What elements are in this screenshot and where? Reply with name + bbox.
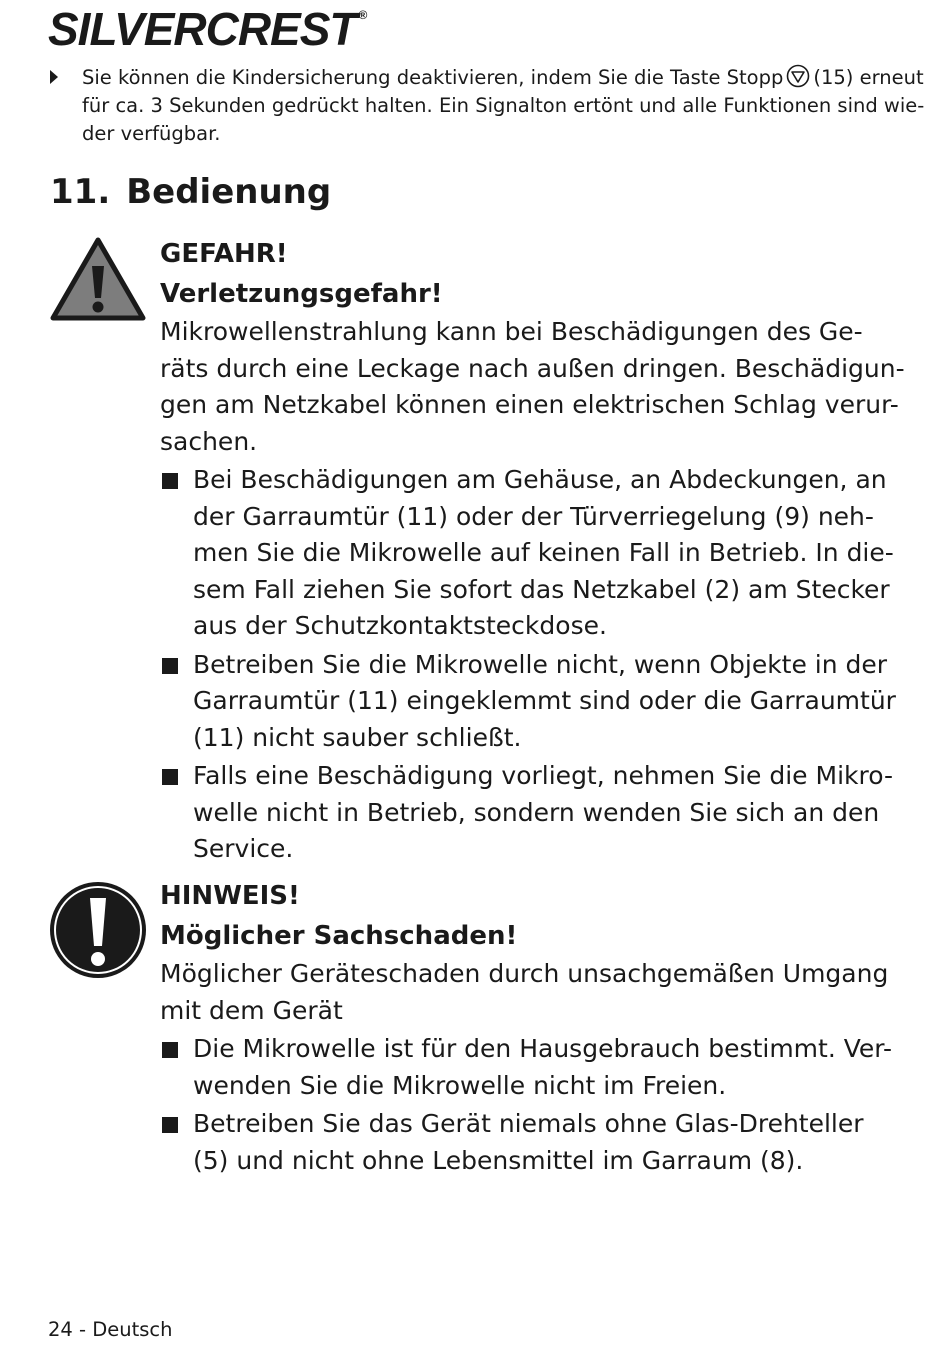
notice-subtitle: Möglicher Sachschaden! (160, 921, 518, 951)
stop-button-icon (786, 64, 810, 88)
danger-text: Mikrowellenstrahlung kann bei Beschädigungen des Ge- räts durch eine Leckage nach außen dringen. Beschädigun- gen am Netzkabel können einen elektrischen Schlag verur- sachen. (160, 317, 905, 456)
triangle-right-icon (50, 70, 58, 84)
danger-block (160, 234, 905, 868)
square-bullet-icon (162, 769, 178, 785)
danger-subtitle: Verletzungsgefahr! (160, 279, 443, 309)
intro-paragraph (82, 64, 925, 148)
brand-logo (48, 2, 366, 56)
notice-block (160, 876, 892, 1179)
brand-name: SILVERCREST (48, 3, 357, 55)
registered-mark: ® (358, 8, 367, 22)
page-footer: 24 - Deutsch (48, 1318, 173, 1341)
square-bullet-icon (162, 473, 178, 489)
intro-line: für ca. 3 Sekunden gedrückt halten. Ein Signalton ertönt und alle Funktionen sind wie- (82, 94, 925, 117)
danger-label: GEFAHR! (160, 239, 288, 269)
list-item: Bei Beschädigungen am Gehäuse, an Abdeckungen, an der Garraumtür (11) oder der Türverriegelung (9) neh- men Sie die Mikrowelle auf keinen Fall in Betrieb. In die- sem Fall ziehen Sie sofort das Netzkabel (2) am Stecker aus der Schutzkontaktsteckdose. (160, 462, 880, 645)
list-item: Betreiben Sie das Gerät niemals ohne Glas-Drehteller (5) und nicht ohne Lebensmittel im Garraum (8). (160, 1106, 880, 1179)
warning-triangle-icon (49, 236, 147, 322)
intro-line: der verfügbar. (82, 122, 221, 145)
button-ref: (15) erneut (813, 66, 924, 89)
intro-line: Sie können die Kindersicherung deaktivieren, indem Sie die Taste Stopp (15) erneut (82, 66, 924, 89)
list-item: Betreiben Sie die Mikrowelle nicht, wenn Objekte in der Garraumtür (11) eingeklemmt sind oder die Garraumtür (11) nicht sauber schließt. (160, 647, 880, 757)
square-bullet-icon (162, 1042, 178, 1058)
square-bullet-icon (162, 658, 178, 674)
list-item: Falls eine Beschädigung vorliegt, nehmen Sie die Mikro- welle nicht in Betrieb, sondern wenden Sie sich an den Service. (160, 758, 880, 868)
section-title: Bedienung (126, 172, 332, 212)
list-item: Die Mikrowelle ist für den Hausgebrauch bestimmt. Ver- wenden Sie die Mikrowelle nicht im Freien. (160, 1031, 880, 1104)
section-heading (50, 172, 331, 212)
exclamation-circle-icon (48, 880, 148, 980)
notice-text: Möglicher Geräteschaden durch unsachgemäßen Umgang mit dem Gerät (160, 959, 889, 1025)
square-bullet-icon (162, 1117, 178, 1133)
section-number: 11. (50, 172, 111, 212)
notice-label: HINWEIS! (160, 881, 300, 911)
